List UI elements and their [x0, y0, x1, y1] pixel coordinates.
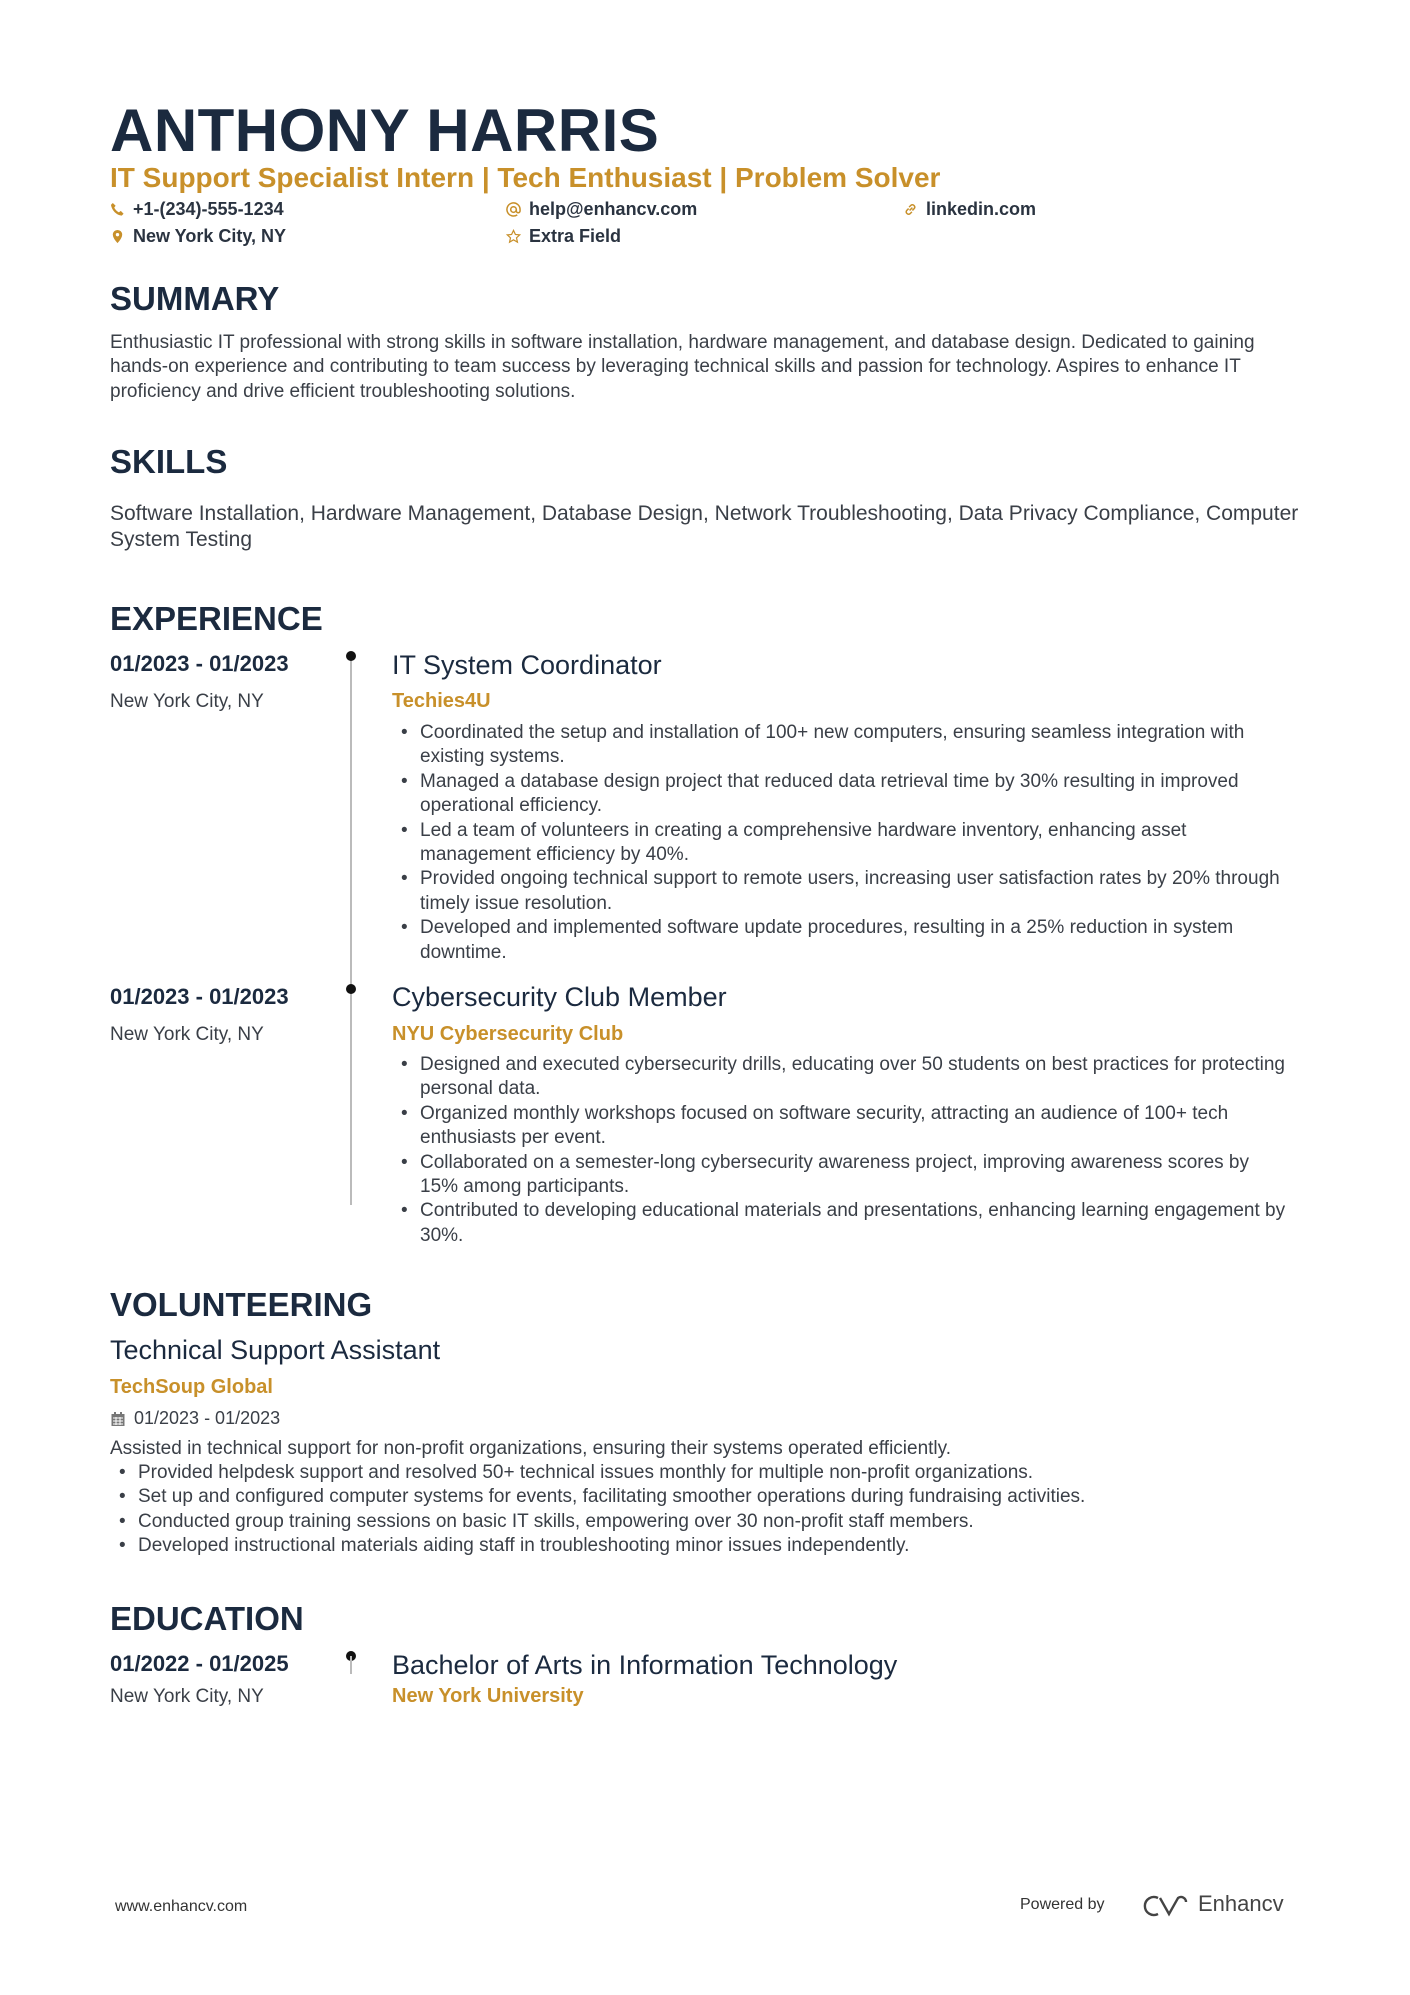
job-title: Cybersecurity Club Member — [392, 982, 727, 1012]
job-bullets — [392, 1053, 1292, 1248]
calendar-icon — [110, 1411, 126, 1427]
skills-text: Software Installation, Hardware Management, Database Design, Network Troubleshooting, Data Privacy Compliance, Computer System Testing — [110, 502, 1299, 551]
bullet: • Collaborated on a semester-long cybersecurity awareness project, improving awareness scores by 15% among participants. — [392, 1151, 1292, 1200]
link-icon — [903, 202, 918, 217]
bullet: • Organized monthly workshops focused on software security, attracting an audience of 100+ tech enthusiasts per event. — [392, 1102, 1292, 1151]
contact-linkedin[interactable]: linkedin.com — [903, 199, 1036, 220]
candidate-headline: IT Support Specialist Intern | Tech Enthusiast | Problem Solver — [110, 162, 941, 193]
volunteer-bullets — [110, 1461, 1310, 1559]
job-location: New York City, NY — [110, 1024, 264, 1045]
volunteer-title: Technical Support Assistant — [110, 1335, 441, 1365]
phone-icon — [110, 202, 125, 217]
bullet: • Designed and executed cybersecurity drills, educating over 50 students on best practices for protecting personal data. — [392, 1053, 1292, 1102]
candidate-name: ANTHONY HARRIS — [110, 97, 660, 164]
volunteer-description: Assisted in technical support for non-profit organizations, ensuring their systems operated efficiently. — [110, 1438, 952, 1459]
timeline-dot — [346, 984, 356, 994]
footer-website[interactable]: www.enhancv.com — [115, 1898, 248, 1915]
school-name: New York University — [392, 1685, 584, 1707]
job-bullets — [392, 721, 1292, 965]
location-pin-icon — [110, 229, 125, 244]
bullet: • Set up and configured computer systems for events, facilitating smoother operations during fundraising activities. — [110, 1485, 1310, 1509]
section-heading-experience: EXPERIENCE — [110, 600, 323, 637]
timeline-dot — [346, 651, 356, 661]
bullet: • Developed instructional materials aiding staff in troubleshooting minor issues independently. — [110, 1534, 1310, 1558]
bullet: • Provided helpdesk support and resolved 50+ technical issues monthly for multiple non-profit organizations. — [110, 1461, 1310, 1485]
at-icon — [506, 202, 521, 217]
enhancv-logo-icon — [1140, 1893, 1188, 1919]
job-dates: 01/2023 - 01/2023 — [110, 651, 289, 676]
section-heading-summary: SUMMARY — [110, 280, 280, 317]
timeline-line — [350, 1656, 352, 1674]
job-location: New York City, NY — [110, 691, 264, 712]
bullet: • Coordinated the setup and installation of 100+ new computers, ensuring seamless integration with existing systems. — [392, 721, 1292, 770]
contact-extra: Extra Field — [506, 226, 621, 247]
job-title: IT System Coordinator — [392, 650, 662, 680]
bullet: • Developed and implemented software update procedures, resulting in a 25% reduction in system downtime. — [392, 916, 1292, 965]
timeline-line — [350, 656, 352, 1205]
job-company: Techies4U — [392, 690, 491, 712]
degree-title: Bachelor of Arts in Information Technology — [392, 1650, 898, 1680]
volunteer-dates: 01/2023 - 01/2023 — [110, 1408, 280, 1429]
education-location: New York City, NY — [110, 1686, 264, 1707]
bullet: • Led a team of volunteers in creating a comprehensive hardware inventory, enhancing asset management efficiency by 40%. — [392, 819, 1292, 868]
bullet: • Managed a database design project that reduced data retrieval time by 30% resulting in improved operational efficiency. — [392, 770, 1292, 819]
summary-text: Enthusiastic IT professional with strong skills in software installation, hardware management, and database design. Dedicated to gaining hands-on experience and contributing to team success by leveraging technical skills and passion for technology. Aspires to enhance IT proficiency and drive efficient troubleshooting solutions. — [110, 332, 1255, 402]
section-heading-skills: SKILLS — [110, 443, 228, 480]
star-icon — [506, 229, 521, 244]
section-heading-volunteering: VOLUNTEERING — [110, 1286, 373, 1323]
education-dates: 01/2022 - 01/2025 — [110, 1651, 289, 1676]
section-heading-education: EDUCATION — [110, 1600, 304, 1637]
footer-brand[interactable]: Enhancv — [1198, 1891, 1284, 1916]
contact-phone: +1-(234)-555-1234 — [110, 199, 284, 220]
contact-location: New York City, NY — [110, 226, 286, 247]
bullet: • Conducted group training sessions on basic IT skills, empowering over 30 non-profit staff members. — [110, 1510, 1310, 1534]
bullet: • Contributed to developing educational materials and presentations, enhancing learning engagement by 30%. — [392, 1199, 1292, 1248]
job-company: NYU Cybersecurity Club — [392, 1023, 624, 1045]
footer-powered-by: Powered by — [1020, 1896, 1105, 1913]
contact-email[interactable]: help@enhancv.com — [506, 199, 697, 220]
bullet: • Provided ongoing technical support to remote users, increasing user satisfaction rates by 20% through timely issue resolution. — [392, 867, 1292, 916]
job-dates: 01/2023 - 01/2023 — [110, 984, 289, 1009]
volunteer-company: TechSoup Global — [110, 1376, 273, 1398]
